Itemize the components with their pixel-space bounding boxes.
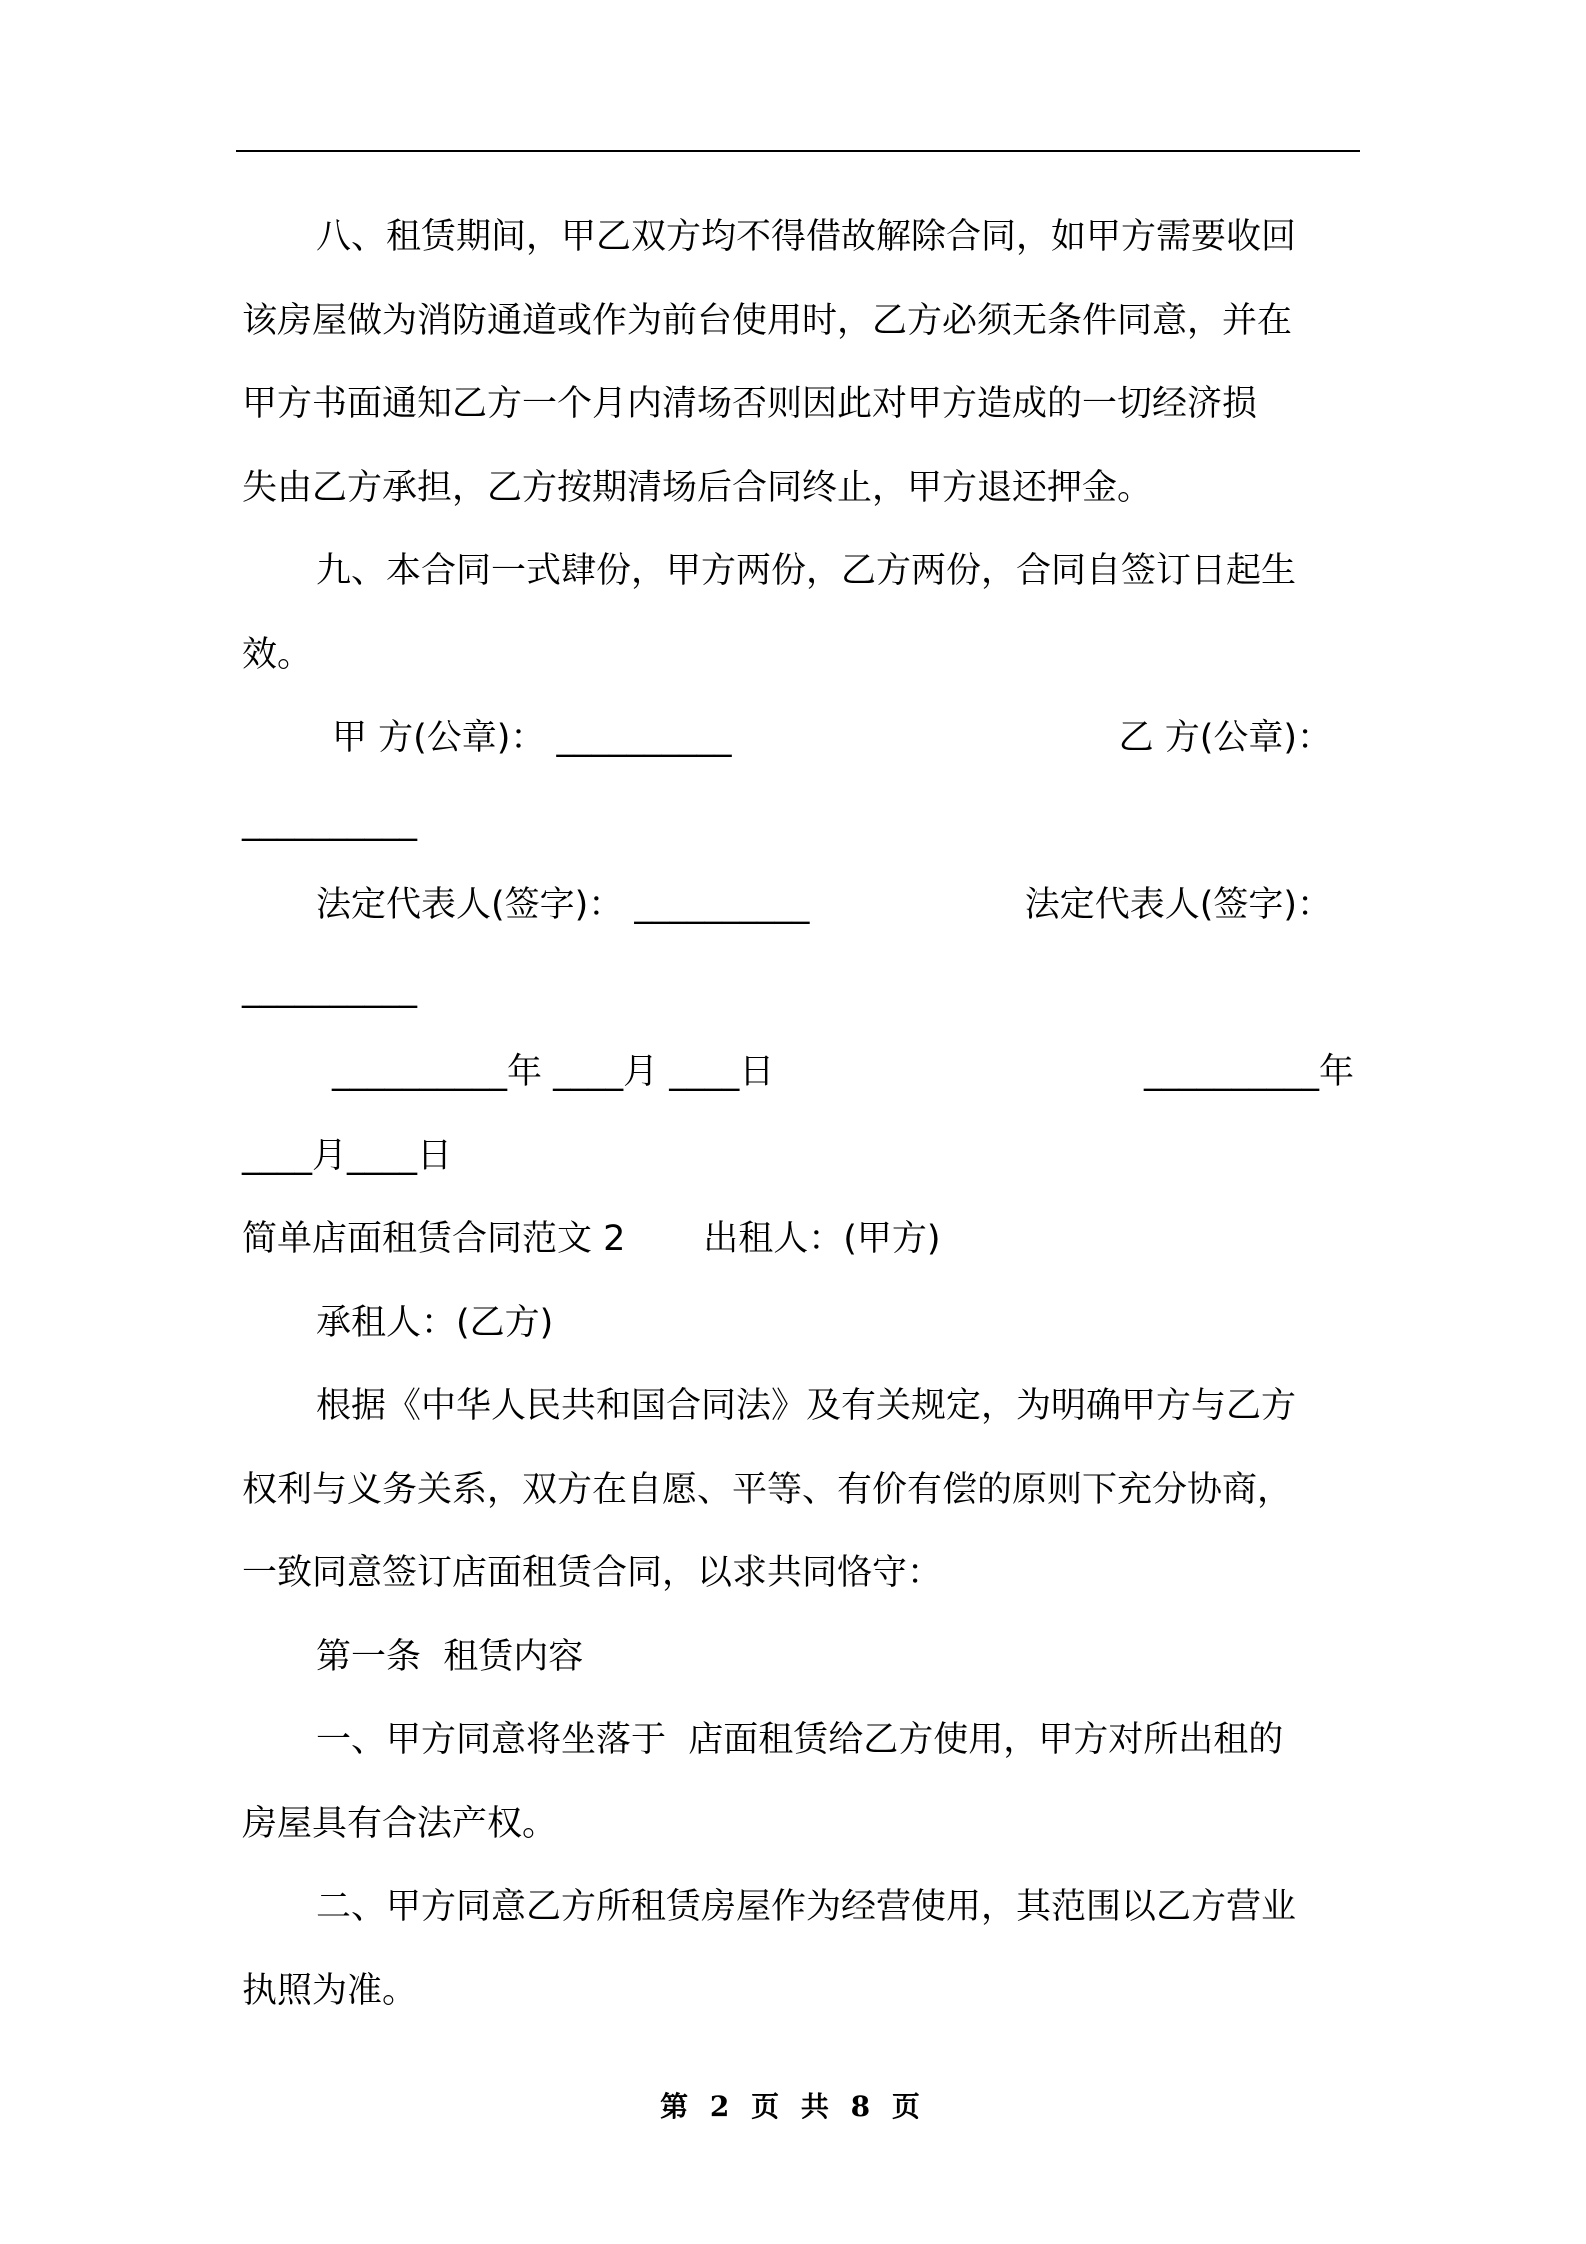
- date-a: __________年 ____月 ____日: [332, 1052, 775, 1092]
- paragraph-line: 执照为准。: [242, 1970, 418, 2011]
- rep-b-signature: 法定代表人(签字)：: [1024, 885, 1332, 925]
- rep-a-signature: 法定代表人(签字)： __________: [316, 885, 810, 925]
- article-heading: 第一条 租赁内容: [316, 1636, 584, 1677]
- paragraph-line: 根据《中华人民共和国合同法》及有关规定，为明确甲方与乙方: [316, 1386, 1297, 1426]
- section-heading: 简单店面租赁合同范文 2 出租人：(甲方): [242, 1219, 941, 1259]
- party-a-seal: 甲 方(公章)： __________: [332, 718, 732, 758]
- date-b: __________年: [1143, 1052, 1354, 1092]
- party-b-seal: 乙 方(公章)：: [1118, 718, 1332, 758]
- seal-signature-row: [242, 697, 1356, 781]
- paragraph-line: 该房屋做为消防通道或作为前台使用时，乙方必须无条件同意，并在: [242, 300, 1293, 341]
- date-row: [242, 1031, 1356, 1115]
- party-b-seal-blank: __________: [242, 801, 417, 842]
- paragraph-line: 九、本合同一式肆份，甲方两份，乙方两份，合同自签订日起生: [316, 551, 1297, 591]
- paragraph-line: 失由乙方承担，乙方按期清场后合同终止，甲方退还押金。: [242, 467, 1153, 508]
- header-rule: [236, 150, 1360, 152]
- paragraph-line: 效。: [242, 634, 313, 675]
- paragraph-line: 权利与义务关系，双方在自愿、平等、有价有偿的原则下充分协商，: [242, 1469, 1293, 1510]
- paragraph-line: 房屋具有合法产权。: [242, 1803, 558, 1844]
- paragraph-line: 二、甲方同意乙方所租赁房屋作为经营使用，其范围以乙方营业: [316, 1887, 1297, 1927]
- representative-signature-row: [242, 864, 1356, 948]
- rep-b-blank: __________: [242, 968, 417, 1009]
- date-b-continued: ____月____日: [242, 1135, 453, 1176]
- paragraph-line: 一、甲方同意将坐落于 店面租赁给乙方使用，甲方对所出租的: [316, 1720, 1284, 1760]
- page-number: 第 2 页 共 8 页: [660, 2090, 926, 2123]
- paragraph-line: 一致同意签订店面租赁合同，以求共同恪守：: [242, 1553, 943, 1593]
- paragraph-line: 八、租赁期间，甲乙双方均不得借故解除合同，如甲方需要收回: [316, 217, 1297, 257]
- paragraph-line: 甲方书面通知乙方一个月内清场否则因此对甲方造成的一切经济损: [242, 384, 1258, 424]
- lessee-line: 承租人：(乙方): [316, 1302, 554, 1343]
- document-body: [242, 196, 1356, 2033]
